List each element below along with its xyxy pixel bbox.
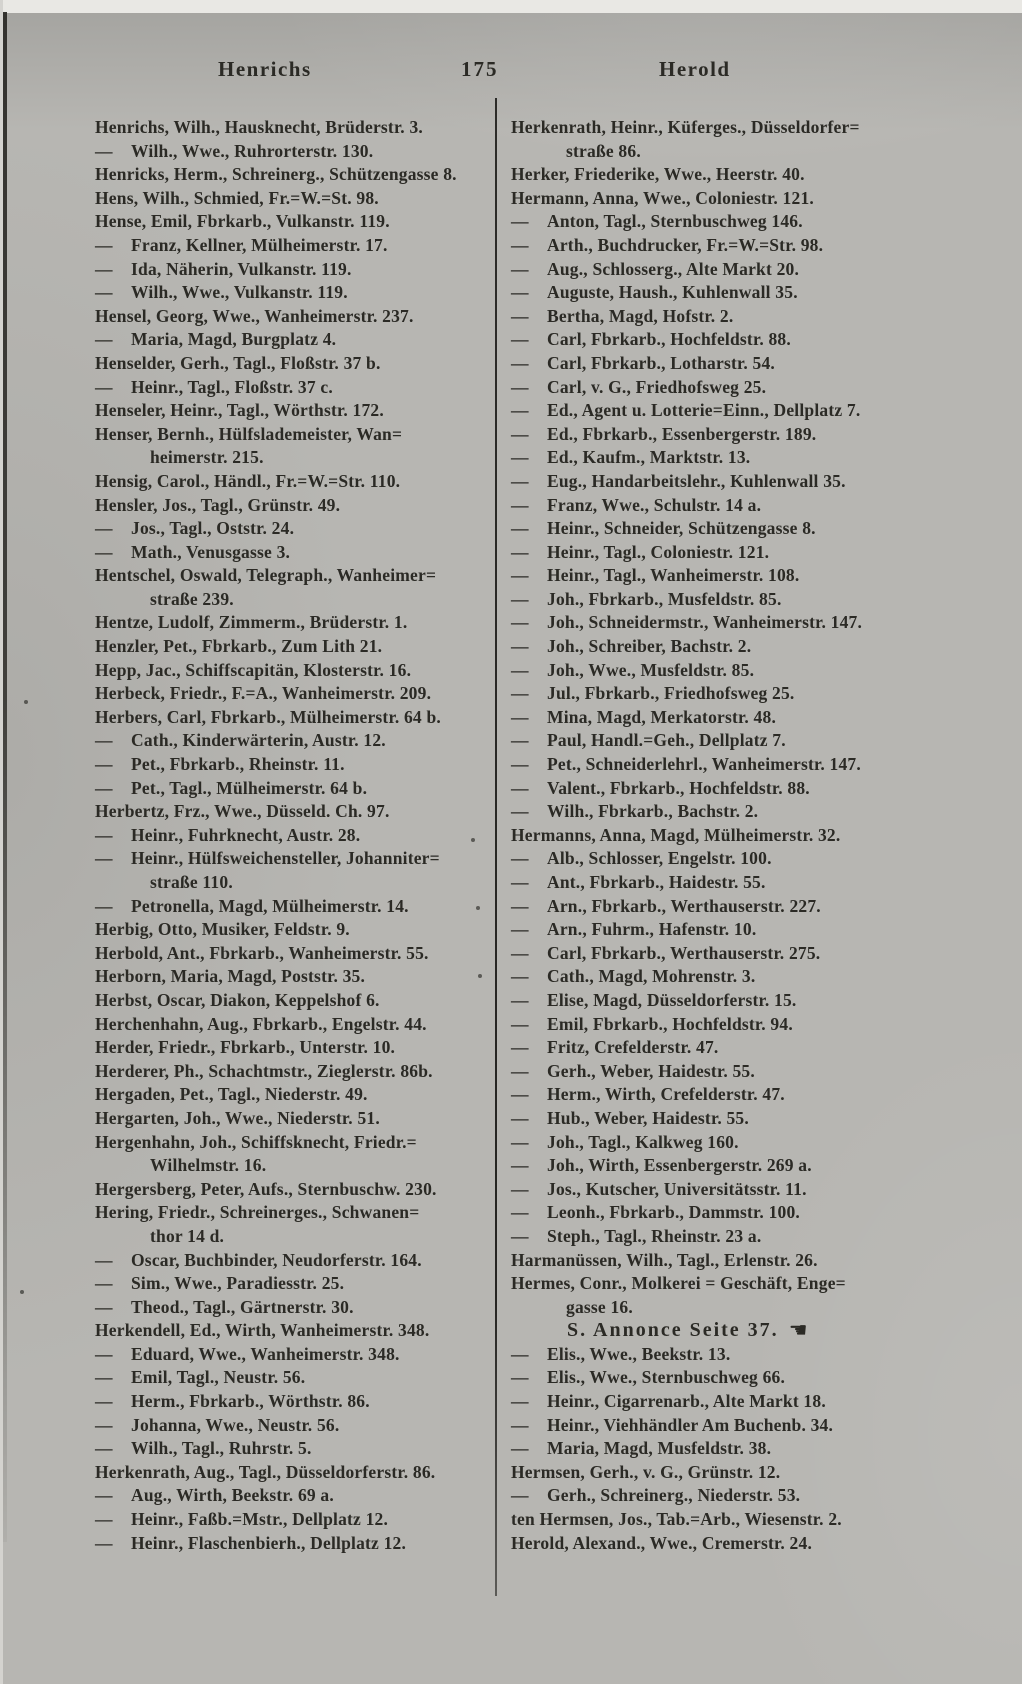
- directory-entry: — Gerh., Schreinerg., Niederstr. 53.: [511, 1484, 935, 1508]
- directory-entry: Herder, Friedr., Fbrkarb., Unterstr. 10.: [95, 1037, 396, 1058]
- ink-speck: [24, 700, 28, 704]
- directory-entry: Herbig, Otto, Musiker, Feldstr. 9.: [95, 919, 350, 940]
- entry-continuation-line: straße 86.: [566, 140, 641, 161]
- entry-continuation-line: Wilhelmstr. 16.: [150, 1155, 267, 1176]
- directory-entry: — Wilh., Fbrkarb., Bachstr. 2.: [511, 800, 935, 824]
- directory-entry: — Arth., Buchdrucker, Fr.=W.=Str. 98.: [511, 234, 935, 258]
- same-surname-dash: —: [511, 730, 529, 751]
- directory-entry: — Ed., Kaufm., Marktstr. 13.: [511, 446, 935, 470]
- directory-entry: Harmanüssen, Wilh., Tagl., Erlenstr. 26.: [511, 1249, 818, 1270]
- same-surname-dash: —: [511, 1225, 529, 1246]
- directory-entry: — Joh., Wirth, Essenbergerstr. 269 a.: [511, 1154, 935, 1178]
- same-surname-dash: —: [95, 730, 113, 751]
- directory-entry: — Bertha, Magd, Hofstr. 2.: [511, 305, 935, 329]
- same-surname-dash: —: [511, 400, 529, 421]
- directory-entry: Hense, Emil, Fbrkarb., Vulkanstr. 119.: [95, 211, 390, 232]
- same-surname-dash: —: [95, 1509, 113, 1530]
- directory-entry: Hensler, Jos., Tagl., Grünstr. 49.: [95, 494, 341, 515]
- same-surname-dash: —: [511, 801, 529, 822]
- directory-entry: Hepp, Jac., Schiffscapitän, Klosterstr. 16.: [95, 659, 412, 680]
- directory-entry: Herkenrath, Heinr., Küferges., Düsseldorfer=: [511, 117, 860, 137]
- same-surname-dash: —: [95, 1273, 113, 1294]
- scan-left-edge-line: [3, 12, 7, 1542]
- entry-continuation-line: gasse 16.: [566, 1296, 633, 1317]
- directory-entry: — Arn., Fuhrm., Hafenstr. 10.: [511, 918, 935, 942]
- ink-speck: [20, 1290, 24, 1294]
- same-surname-dash: —: [511, 376, 529, 397]
- directory-entry: — Emil, Tagl., Neustr. 56.: [95, 1366, 497, 1390]
- directory-entry: — Heinr., Hülfsweichensteller, Johanniter=: [95, 847, 497, 871]
- same-surname-dash: —: [511, 636, 529, 657]
- directory-entry: Henseler, Heinr., Tagl., Wörthstr. 172.: [95, 400, 384, 421]
- directory-entry: — Auguste, Haush., Kuhlenwall 35.: [511, 281, 935, 305]
- directory-entry: — Elise, Magd, Düsseldorferstr. 15.: [511, 989, 935, 1013]
- directory-entry: — Joh., Wwe., Musfeldstr. 85.: [511, 659, 935, 683]
- same-surname-dash: —: [511, 282, 529, 303]
- same-surname-dash: —: [95, 1249, 113, 1270]
- same-surname-dash: —: [511, 872, 529, 892]
- directory-entry: — Cath., Kinderwärterin, Austr. 12.: [95, 729, 497, 753]
- directory-entry: Henrichs, Wilh., Hausknecht, Brüderstr. 3.: [95, 117, 423, 137]
- directory-entry: — Arn., Fbrkarb., Werthauserstr. 227.: [511, 895, 935, 919]
- directory-entry: — Ida, Näherin, Vulkanstr. 119.: [95, 258, 497, 282]
- entry-continuation-line: straße 110.: [150, 872, 233, 892]
- directory-entry: — Hub., Weber, Haidestr. 55.: [511, 1107, 935, 1131]
- directory-entry: — Eduard, Wwe., Wanheimerstr. 348.: [95, 1343, 497, 1367]
- page-number: 175: [461, 57, 499, 81]
- directory-entry: — Anton, Tagl., Sternbuschweg 146.: [511, 210, 935, 234]
- entry-continuation-line: straße 239.: [150, 588, 234, 609]
- directory-entry: Hensig, Carol., Händl., Fr.=W.=Str. 110.: [95, 470, 401, 491]
- directory-entry: Herderer, Ph., Schachtmstr., Zieglerstr. 86b.: [95, 1060, 433, 1081]
- same-surname-dash: —: [511, 1367, 529, 1388]
- directory-entry: — Jul., Fbrkarb., Friedhofsweg 25.: [511, 682, 935, 706]
- directory-column-right: [511, 116, 935, 1555]
- directory-entry: — Jos., Tagl., Oststr. 24.: [95, 517, 497, 541]
- directory-entry: Herker, Friederike, Wwe., Heerstr. 40.: [511, 164, 805, 185]
- directory-entry: — Jos., Kutscher, Universitätsstr. 11.: [511, 1178, 935, 1202]
- same-surname-dash: —: [511, 683, 529, 704]
- directory-entry: Herkenrath, Aug., Tagl., Düsseldorferstr. 86.: [95, 1461, 436, 1482]
- manicule-left-icon: ☚: [788, 1318, 808, 1343]
- directory-entry: — Mina, Magd, Merkatorstr. 48.: [511, 706, 935, 730]
- directory-entry: — Herm., Wirth, Crefelderstr. 47.: [511, 1083, 935, 1107]
- directory-entry: — Heinr., Fuhrknecht, Austr. 28.: [95, 824, 497, 848]
- same-surname-dash: —: [511, 895, 529, 916]
- directory-entry: — Heinr., Faßb.=Mstr., Dellplatz 12.: [95, 1508, 497, 1532]
- directory-entry: — Carl, v. G., Friedhofsweg 25.: [511, 376, 935, 400]
- directory-entry: — Ant., Fbrkarb., Haidestr. 55.: [511, 871, 935, 895]
- same-surname-dash: —: [511, 754, 529, 775]
- same-surname-dash: —: [95, 848, 113, 869]
- directory-entry: — Elis., Wwe., Beekstr. 13.: [511, 1343, 935, 1367]
- directory-entry: Hering, Friedr., Schreinerges., Schwanen=: [95, 1202, 420, 1223]
- directory-entry: — Leonh., Fbrkarb., Dammstr. 100.: [511, 1201, 935, 1225]
- same-surname-dash: —: [511, 848, 529, 869]
- directory-entry: Hergarten, Joh., Wwe., Niederstr. 51.: [95, 1107, 380, 1128]
- same-surname-dash: —: [511, 329, 529, 350]
- entry-continuation-line: heimerstr. 215.: [150, 447, 264, 468]
- same-surname-dash: —: [511, 423, 529, 444]
- same-surname-dash: —: [511, 1414, 529, 1435]
- same-surname-dash: —: [511, 659, 529, 680]
- same-surname-dash: —: [95, 1438, 113, 1459]
- directory-entry: — Joh., Fbrkarb., Musfeldstr. 85.: [511, 588, 935, 612]
- directory-entry: Henser, Bernh., Hülfslademeister, Wan=: [95, 423, 403, 444]
- directory-entry: Hermann, Anna, Wwe., Coloniestr. 121.: [511, 187, 814, 208]
- directory-entry: — Joh., Schneidermstr., Wanheimerstr. 147.: [511, 611, 935, 635]
- directory-entry: — Joh., Tagl., Kalkweg 160.: [511, 1131, 935, 1155]
- same-surname-dash: —: [511, 565, 529, 586]
- directory-entry: — Petronella, Magd, Mülheimerstr. 14.: [95, 895, 497, 919]
- directory-entry: — Pet., Tagl., Mülheimerstr. 64 b.: [95, 777, 497, 801]
- directory-entry: — Ed., Agent u. Lotterie=Einn., Dellplatz 7.: [511, 399, 935, 423]
- directory-entry: Herbers, Carl, Fbrkarb., Mülheimerstr. 64 b.: [95, 706, 441, 727]
- directory-entry: — Emil, Fbrkarb., Hochfeldstr. 94.: [511, 1013, 935, 1037]
- directory-entry: — Cath., Magd, Mohrenstr. 3.: [511, 965, 935, 989]
- directory-entry: Herbeck, Friedr., F.=A., Wanheimerstr. 209.: [95, 683, 432, 704]
- directory-entry: Hermes, Conr., Molkerei = Geschäft, Enge=: [511, 1273, 846, 1294]
- directory-entry: Herchenhahn, Aug., Fbrkarb., Engelstr. 44.: [95, 1013, 427, 1034]
- directory-entry: Henzler, Pet., Fbrkarb., Zum Lith 21.: [95, 636, 383, 657]
- same-surname-dash: —: [511, 305, 529, 326]
- same-surname-dash: —: [511, 777, 529, 798]
- same-surname-dash: —: [95, 1296, 113, 1317]
- same-surname-dash: —: [95, 258, 113, 279]
- same-surname-dash: —: [511, 1343, 529, 1364]
- same-surname-dash: —: [511, 1131, 529, 1152]
- same-surname-dash: —: [95, 234, 113, 255]
- same-surname-dash: —: [511, 494, 529, 515]
- same-surname-dash: —: [95, 1414, 113, 1435]
- same-surname-dash: —: [511, 541, 529, 562]
- same-surname-dash: —: [511, 966, 529, 987]
- same-surname-dash: —: [511, 706, 529, 727]
- same-surname-dash: —: [511, 1178, 529, 1199]
- directory-entry: — Carl, Fbrkarb., Lotharstr. 54.: [511, 352, 935, 376]
- same-surname-dash: —: [511, 258, 529, 279]
- same-surname-dash: —: [95, 754, 113, 775]
- directory-entry: — Ed., Fbrkarb., Essenbergerstr. 189.: [511, 423, 935, 447]
- same-surname-dash: —: [511, 942, 529, 963]
- same-surname-dash: —: [95, 376, 113, 397]
- directory-entry: — Heinr., Tagl., Coloniestr. 121.: [511, 541, 935, 565]
- directory-entry: — Pet., Schneiderlehrl., Wanheimerstr. 147.: [511, 753, 935, 777]
- directory-entry: — Valent., Fbrkarb., Hochfeldstr. 88.: [511, 777, 935, 801]
- directory-entry: — Theod., Tagl., Gärtnerstr. 30.: [95, 1296, 497, 1320]
- directory-entry: — Elis., Wwe., Sternbuschweg 66.: [511, 1366, 935, 1390]
- directory-entry: Hentze, Ludolf, Zimmerm., Brüderstr. 1.: [95, 612, 408, 633]
- directory-entry: — Paul, Handl.=Geh., Dellplatz 7.: [511, 729, 935, 753]
- directory-entry: Herkendell, Ed., Wirth, Wanheimerstr. 348.: [95, 1320, 430, 1341]
- directory-entry: — Alb., Schlosser, Engelstr. 100.: [511, 847, 935, 871]
- directory-entry: — Steph., Tagl., Rheinstr. 23 a.: [511, 1225, 935, 1249]
- same-surname-dash: —: [511, 518, 529, 539]
- same-surname-dash: —: [95, 1532, 113, 1553]
- directory-entry: — Heinr., Flaschenbierh., Dellplatz 12.: [95, 1532, 497, 1556]
- same-surname-dash: —: [511, 588, 529, 609]
- same-surname-dash: —: [511, 1107, 529, 1128]
- same-surname-dash: —: [511, 1202, 529, 1223]
- directory-entry: — Joh., Schreiber, Bachstr. 2.: [511, 635, 935, 659]
- same-surname-dash: —: [511, 1084, 529, 1105]
- same-surname-dash: —: [511, 989, 529, 1010]
- same-surname-dash: —: [95, 1485, 113, 1506]
- directory-entry: Hensel, Georg, Wwe., Wanheimerstr. 237.: [95, 305, 414, 326]
- directory-entry: — Math., Venusgasse 3.: [95, 541, 497, 565]
- annonce-note: S. Annonce Seite 37. ☚: [567, 1318, 808, 1343]
- same-surname-dash: —: [95, 1367, 113, 1388]
- same-surname-dash: —: [95, 140, 113, 161]
- same-surname-dash: —: [511, 1438, 529, 1459]
- directory-column-left: [95, 116, 497, 1555]
- same-surname-dash: —: [95, 541, 113, 562]
- directory-entry: — Heinr., Schneider, Schützengasse 8.: [511, 517, 935, 541]
- directory-entry: — Maria, Magd, Burgplatz 4.: [95, 328, 497, 352]
- same-surname-dash: —: [511, 1037, 529, 1058]
- directory-entry: Hermanns, Anna, Magd, Mülheimerstr. 32.: [511, 824, 841, 845]
- directory-entry: — Herm., Fbrkarb., Wörthstr. 86.: [95, 1390, 497, 1414]
- same-surname-dash: —: [95, 777, 113, 798]
- directory-entry: — Aug., Schlosserg., Alte Markt 20.: [511, 258, 935, 282]
- directory-entry: Hentschel, Oswald, Telegraph., Wanheimer=: [95, 565, 437, 586]
- directory-entry: Herbst, Oscar, Diakon, Keppelshof 6.: [95, 989, 380, 1010]
- directory-entry: — Sim., Wwe., Paradiesstr. 25.: [95, 1272, 497, 1296]
- directory-entry: Herold, Alexand., Wwe., Cremerstr. 24.: [511, 1532, 813, 1553]
- directory-entry: — Pet., Fbrkarb., Rheinstr. 11.: [95, 753, 497, 777]
- directory-entry: — Wilh., Wwe., Ruhrorterstr. 130.: [95, 140, 497, 164]
- same-surname-dash: —: [95, 824, 113, 845]
- directory-entry: — Carl, Fbrkarb., Hochfeldstr. 88.: [511, 328, 935, 352]
- directory-entry: Hermsen, Gerh., v. G., Grünstr. 12.: [511, 1461, 781, 1482]
- scan-top-edge-strip: [0, 0, 1022, 13]
- same-surname-dash: —: [95, 1343, 113, 1364]
- same-surname-dash: —: [511, 1155, 529, 1176]
- directory-entry: — Wilh., Tagl., Ruhrstr. 5.: [95, 1437, 497, 1461]
- directory-entry: — Heinr., Viehhändler Am Buchenb. 34.: [511, 1414, 935, 1438]
- same-surname-dash: —: [511, 470, 529, 491]
- directory-entry: — Franz, Wwe., Schulstr. 14 a.: [511, 494, 935, 518]
- directory-entry: — Maria, Magd, Musfeldstr. 38.: [511, 1437, 935, 1461]
- directory-entry: — Eug., Handarbeitslehr., Kuhlenwall 35.: [511, 470, 935, 494]
- running-head-right: Herold: [659, 57, 731, 81]
- entry-continuation-line: thor 14 d.: [150, 1225, 225, 1246]
- same-surname-dash: —: [95, 329, 113, 350]
- directory-entry: — Wilh., Wwe., Vulkanstr. 119.: [95, 281, 497, 305]
- same-surname-dash: —: [511, 1013, 529, 1034]
- directory-entry: Hergaden, Pet., Tagl., Niederstr. 49.: [95, 1084, 368, 1105]
- directory-entry: Hergenhahn, Joh., Schiffsknecht, Friedr.=: [95, 1131, 417, 1152]
- same-surname-dash: —: [95, 518, 113, 539]
- directory-entry: — Aug., Wirth, Beekstr. 69 a.: [95, 1484, 497, 1508]
- same-surname-dash: —: [511, 1485, 529, 1506]
- directory-entry: — Franz, Kellner, Mülheimerstr. 17.: [95, 234, 497, 258]
- directory-entry: — Heinr., Tagl., Wanheimerstr. 108.: [511, 564, 935, 588]
- directory-entry: Hens, Wilh., Schmied, Fr.=W.=St. 98.: [95, 187, 379, 208]
- same-surname-dash: —: [95, 1391, 113, 1412]
- directory-entry: Herborn, Maria, Magd, Poststr. 35.: [95, 966, 366, 987]
- directory-entry: Henselder, Gerh., Tagl., Floßstr. 37 b.: [95, 352, 381, 373]
- same-surname-dash: —: [511, 447, 529, 468]
- directory-entry: — Oscar, Buchbinder, Neudorferstr. 164.: [95, 1249, 497, 1273]
- same-surname-dash: —: [511, 919, 529, 940]
- directory-entry: — Gerh., Weber, Haidestr. 55.: [511, 1060, 935, 1084]
- same-surname-dash: —: [511, 211, 529, 232]
- same-surname-dash: —: [95, 895, 113, 916]
- directory-entry: Henricks, Herm., Schreinerg., Schützengasse 8.: [95, 164, 457, 185]
- directory-entry: Hergersberg, Peter, Aufs., Sternbuschw. 230.: [95, 1178, 437, 1199]
- same-surname-dash: —: [95, 282, 113, 303]
- same-surname-dash: —: [511, 234, 529, 255]
- directory-entry: — Heinr., Tagl., Floßstr. 37 c.: [95, 376, 497, 400]
- directory-entry: — Heinr., Cigarrenarb., Alte Markt 18.: [511, 1390, 935, 1414]
- same-surname-dash: —: [511, 612, 529, 633]
- directory-entry: Herbertz, Frz., Wwe., Düsseld. Ch. 97.: [95, 801, 390, 822]
- running-head-left: Henrichs: [218, 57, 312, 81]
- directory-entry: Herbold, Ant., Fbrkarb., Wanheimerstr. 55.: [95, 942, 429, 963]
- directory-entry: — Johanna, Wwe., Neustr. 56.: [95, 1414, 497, 1438]
- same-surname-dash: —: [511, 1391, 529, 1412]
- directory-entry: — Carl, Fbrkarb., Werthauserstr. 275.: [511, 942, 935, 966]
- same-surname-dash: —: [511, 352, 529, 373]
- directory-entry: — Fritz, Crefelderstr. 47.: [511, 1036, 935, 1060]
- directory-entry: ten Hermsen, Jos., Tab.=Arb., Wiesenstr. 2.: [511, 1509, 842, 1530]
- same-surname-dash: —: [511, 1060, 529, 1081]
